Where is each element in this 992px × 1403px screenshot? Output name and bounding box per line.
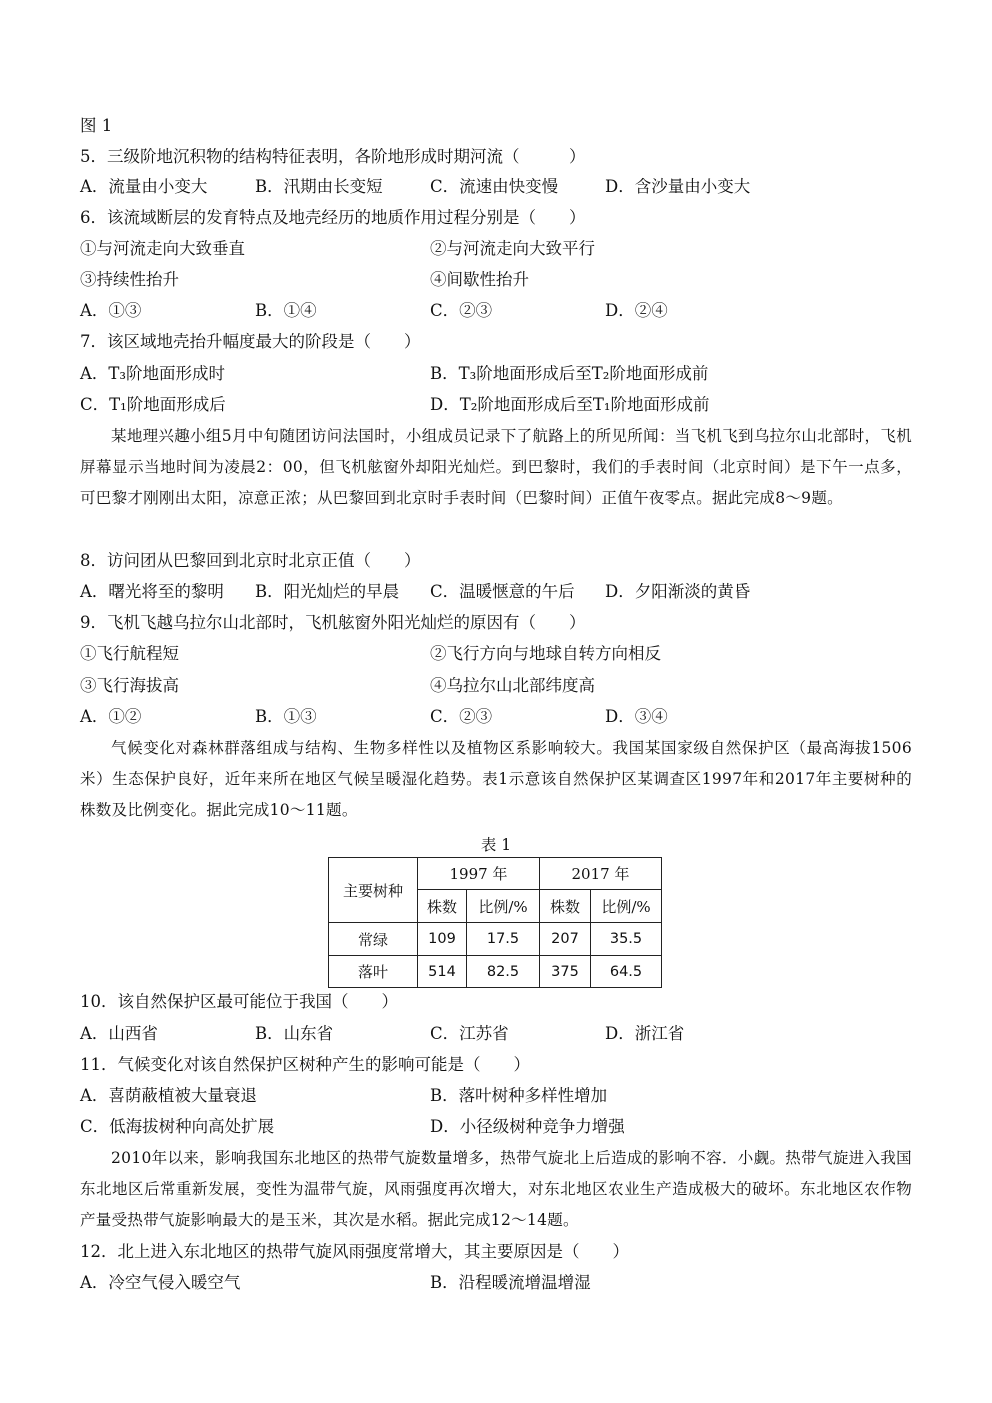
q5-option-c: C．流速由快变慢	[430, 177, 559, 196]
table-cell-ratio-2017: 64.5	[591, 956, 662, 988]
q12-option-a: A．冷空气侵入暖空气	[80, 1273, 241, 1292]
q9-stem: 9．飞机飞越乌拉尔山北部时，飞机舷窗外阳光灿烂的原因有（ ）	[80, 613, 586, 632]
q11-stem: 11．气候变化对该自然保护区树种产生的影响可能是（ ）	[80, 1055, 530, 1074]
q6-statement-1: ①与河流走向大致垂直	[80, 239, 245, 258]
q7-option-d: D．T₂阶地面形成后至T₁阶地面形成前	[430, 395, 710, 414]
table-cell-ratio-1997: 82.5	[467, 956, 540, 988]
table-col-ratio-2017: 比例/%	[591, 890, 662, 923]
q8-option-b: B．阳光灿烂的早晨	[255, 582, 400, 601]
table-row-header: 主要树种	[329, 858, 418, 923]
q11-option-a: A．喜荫蔽植被大量衰退	[80, 1086, 257, 1105]
q9-statement-3: ③飞行海拔高	[80, 676, 179, 695]
q7-option-a: A．T₃阶地面形成时	[80, 364, 226, 383]
q7-option-c: C．T₁阶地面形成后	[80, 395, 226, 414]
passage-forest: 气候变化对森林群落组成与结构、生物多样性以及植物区系影响较大。我国某国家级自然保护区（最高海拔1506米）生态保护良好，近年来所在地区气候呈暖湿化趋势。表1示意该自然保护区某调查区1997年和2017年主要树种的株数及比例变化。据此完成10～11题。	[80, 739, 912, 819]
table-cell-count-1997: 514	[418, 956, 467, 988]
q6-statement-3: ③持续性抬升	[80, 270, 179, 289]
q8-stem: 8．访问团从巴黎回到北京时北京正值（ ）	[80, 551, 421, 570]
table-year-2017: 2017 年	[540, 858, 662, 890]
q5-option-d: D．含沙量由小变大	[605, 177, 751, 196]
q6-option-b: B．①④	[255, 301, 317, 320]
passage-flight: 某地理兴趣小组5月中旬随团访问法国时，小组成员记录下了航路上的所见所闻：当飞机飞到乌拉尔山北部时，飞机屏幕显示当地时间为凌晨2：00，但飞机舷窗外却阳光灿烂。到巴黎时，我们的手表时间（北京时间）是下午一点多，可巴黎才刚刚出太阳，凉意正浓；从巴黎回到北京时手表时间（巴黎时间）正值午夜零点。据此完成8～9题。	[80, 427, 912, 507]
q6-statement-4: ④间歇性抬升	[430, 270, 529, 289]
tree-species-table	[328, 857, 662, 988]
q6-option-d: D．②④	[605, 301, 668, 320]
table-col-count-1997: 株数	[418, 890, 467, 923]
table-col-ratio-1997: 比例/%	[467, 890, 540, 923]
table-cell-species: 落叶	[329, 956, 418, 988]
table-year-1997: 1997 年	[418, 858, 540, 890]
q10-option-b: B．山东省	[255, 1024, 334, 1043]
table-cell-count-1997: 109	[418, 923, 467, 956]
figure-label: 图 1	[80, 116, 113, 135]
table-caption: 表 1	[480, 836, 512, 854]
q11-option-c: C．低海拔树种向高处扩展	[80, 1117, 275, 1136]
table-row	[329, 923, 662, 956]
passage-cyclone: 2010年以来，影响我国东北地区的热带气旋数量增多，热带气旋北上后造成的影响不容．小觑。热带气旋进入我国东北地区后常重新发展，变性为温带气旋，风雨强度再次增大，对东北地区农业生产造成极大的破坏。东北地区农作物产量受热带气旋影响最大的是玉米，其次是水稻。据此完成12～14题。	[80, 1149, 912, 1229]
q10-stem: 10．该自然保护区最可能位于我国（ ）	[80, 992, 398, 1011]
q8-option-d: D．夕阳渐淡的黄昏	[605, 582, 751, 601]
q7-option-b: B．T₃阶地面形成后至T₂阶地面形成前	[430, 364, 709, 383]
q10-option-a: A．山西省	[80, 1024, 158, 1043]
q8-option-c: C．温暖惬意的午后	[430, 582, 575, 601]
table-cell-count-2017: 207	[540, 923, 591, 956]
q9-statement-4: ④乌拉尔山北部纬度高	[430, 676, 595, 695]
table-row	[329, 956, 662, 988]
q6-statement-2: ②与河流走向大致平行	[430, 239, 595, 258]
q11-option-b: B．落叶树种多样性增加	[430, 1086, 608, 1105]
q5-stem: 5．三级阶地沉积物的结构特征表明，各阶地形成时期河流（ ）	[80, 147, 586, 166]
q9-option-a: A．①②	[80, 707, 142, 726]
q8-option-a: A．曙光将至的黎明	[80, 582, 224, 601]
table-cell-species: 常绿	[329, 923, 418, 956]
q6-option-a: A．①③	[80, 301, 142, 320]
table-cell-ratio-2017: 35.5	[591, 923, 662, 956]
q9-statement-1: ①飞行航程短	[80, 644, 179, 663]
q5-option-b: B．汛期由长变短	[255, 177, 383, 196]
q9-statement-2: ②飞行方向与地球自转方向相反	[430, 644, 661, 663]
q5-option-a: A．流量由小变大	[80, 177, 208, 196]
q12-option-b: B．沿程暖流增温增湿	[430, 1273, 591, 1292]
q12-stem: 12．北上进入东北地区的热带气旋风雨强度常增大，其主要原因是（ ）	[80, 1242, 629, 1261]
table-cell-ratio-1997: 17.5	[467, 923, 540, 956]
q6-stem: 6．该流域断层的发育特点及地壳经历的地质作用过程分别是（ ）	[80, 208, 586, 227]
q9-option-d: D．③④	[605, 707, 668, 726]
table-cell-count-2017: 375	[540, 956, 591, 988]
q9-option-c: C．②③	[430, 707, 493, 726]
q6-option-c: C．②③	[430, 301, 493, 320]
q7-stem: 7．该区域地壳抬升幅度最大的阶段是（ ）	[80, 332, 421, 351]
q10-option-c: C．江苏省	[430, 1024, 509, 1043]
q11-option-d: D．小径级树种竞争力增强	[430, 1117, 625, 1136]
q10-option-d: D．浙江省	[605, 1024, 685, 1043]
table-col-count-2017: 株数	[540, 890, 591, 923]
q9-option-b: B．①③	[255, 707, 317, 726]
